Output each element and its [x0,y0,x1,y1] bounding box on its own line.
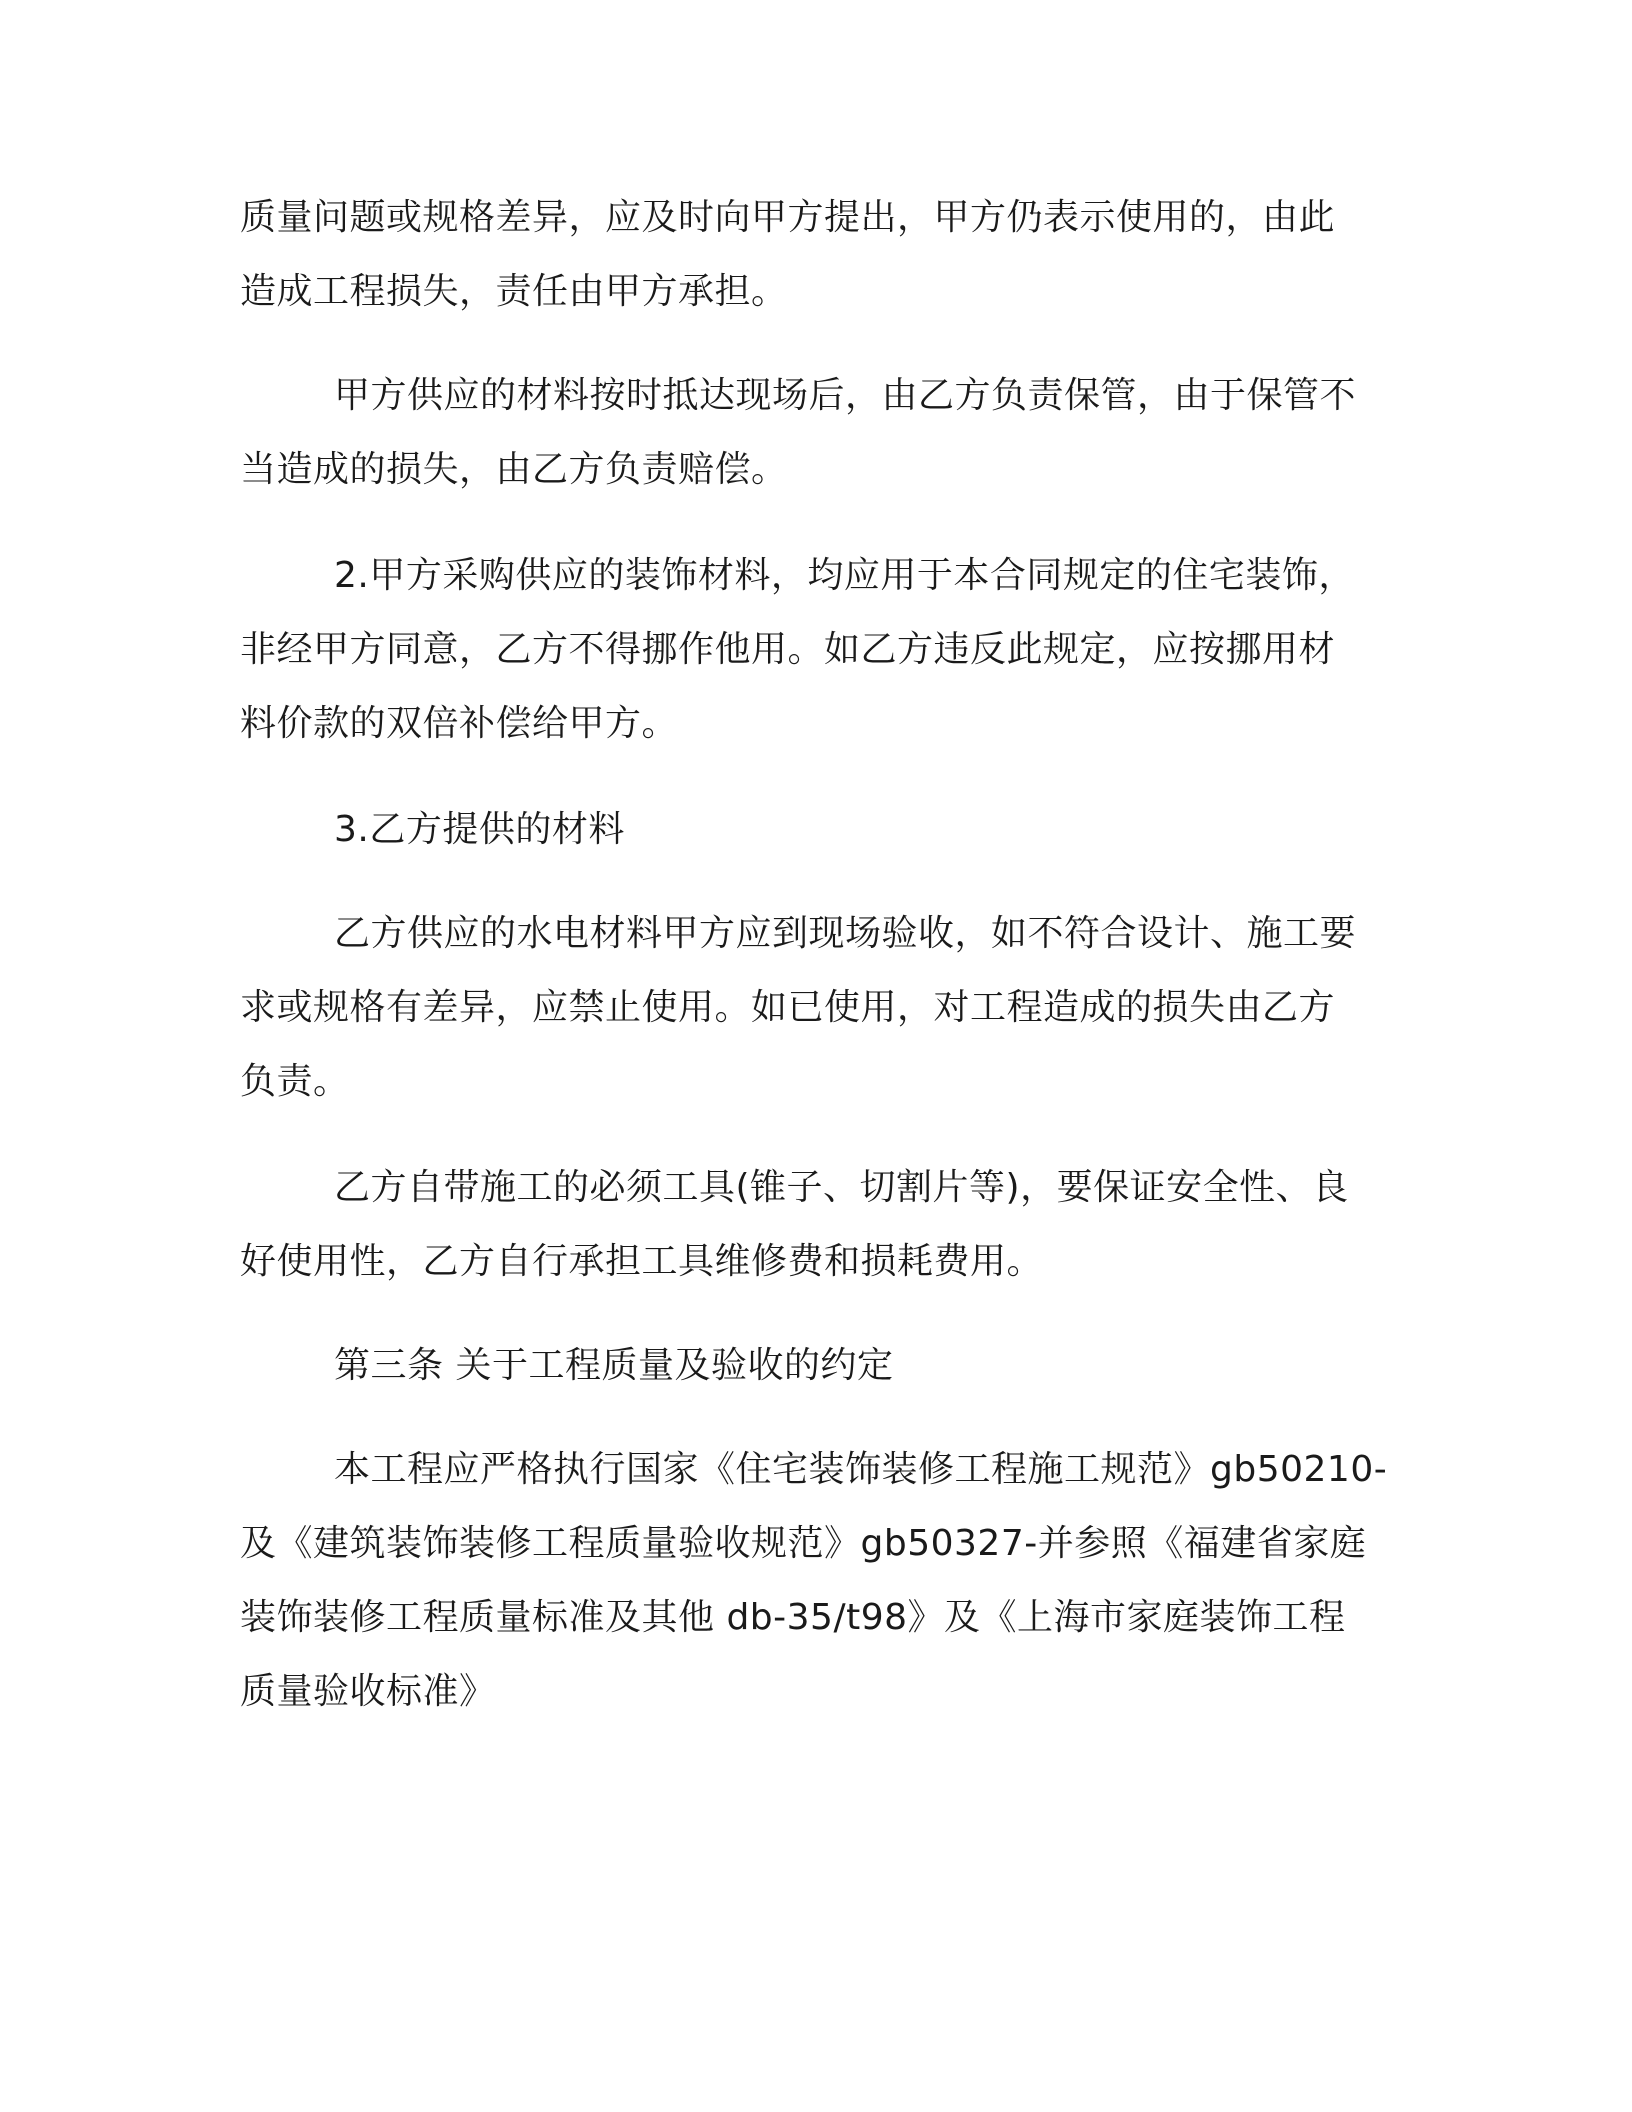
article-heading: 第三条 关于工程质量及验收的约定 [334,1345,894,1386]
paragraph-8-line-1: 本工程应严格执行国家《住宅装饰装修工程施工规范》gb50210- [334,1449,1388,1490]
paragraph-8-line-3: 装饰装修工程质量标准及其他 db-35/t98》及《上海市家庭装饰工程 [240,1597,1346,1638]
paragraph-5-line-1: 乙方供应的水电材料甲方应到现场验收，如不符合设计、施工要 [334,913,1357,954]
paragraph-8-line-2: 及《建筑装饰装修工程质量验收规范》gb50327-并参照《福建省家庭 [240,1523,1367,1564]
paragraph-2-line-1: 甲方供应的材料按时抵达现场后，由乙方负责保管，由于保管不 [334,375,1357,416]
paragraph-6-line-2: 好使用性，乙方自行承担工具维修费和损耗费用。 [240,1241,1044,1282]
paragraph-2-line-2: 当造成的损失，由乙方负责赔偿。 [240,449,788,490]
paragraph-1-line-1: 质量问题或规格差异，应及时向甲方提出，甲方仍表示使用的，由此 [240,197,1336,238]
paragraph-1-line-2: 造成工程损失，责任由甲方承担。 [240,271,788,312]
paragraph-8-line-4: 质量验收标准》 [240,1671,496,1712]
paragraph-3-line-1: 2.甲方采购供应的装饰材料，均应用于本合同规定的住宅装饰， [334,555,1355,596]
paragraph-6-line-1: 乙方自带施工的必须工具(锥子、切割片等)，要保证安全性、良 [334,1167,1349,1208]
paragraph-3-line-2: 非经甲方同意，乙方不得挪作他用。如乙方违反此规定，应按挪用材 [240,629,1336,670]
paragraph-5-line-2: 求或规格有差异，应禁止使用。如已使用，对工程造成的损失由乙方 [240,987,1336,1028]
section-heading-3: 3.乙方提供的材料 [334,809,625,850]
paragraph-5-line-3: 负责。 [240,1061,350,1102]
paragraph-3-line-3: 料价款的双倍补偿给甲方。 [240,703,679,744]
